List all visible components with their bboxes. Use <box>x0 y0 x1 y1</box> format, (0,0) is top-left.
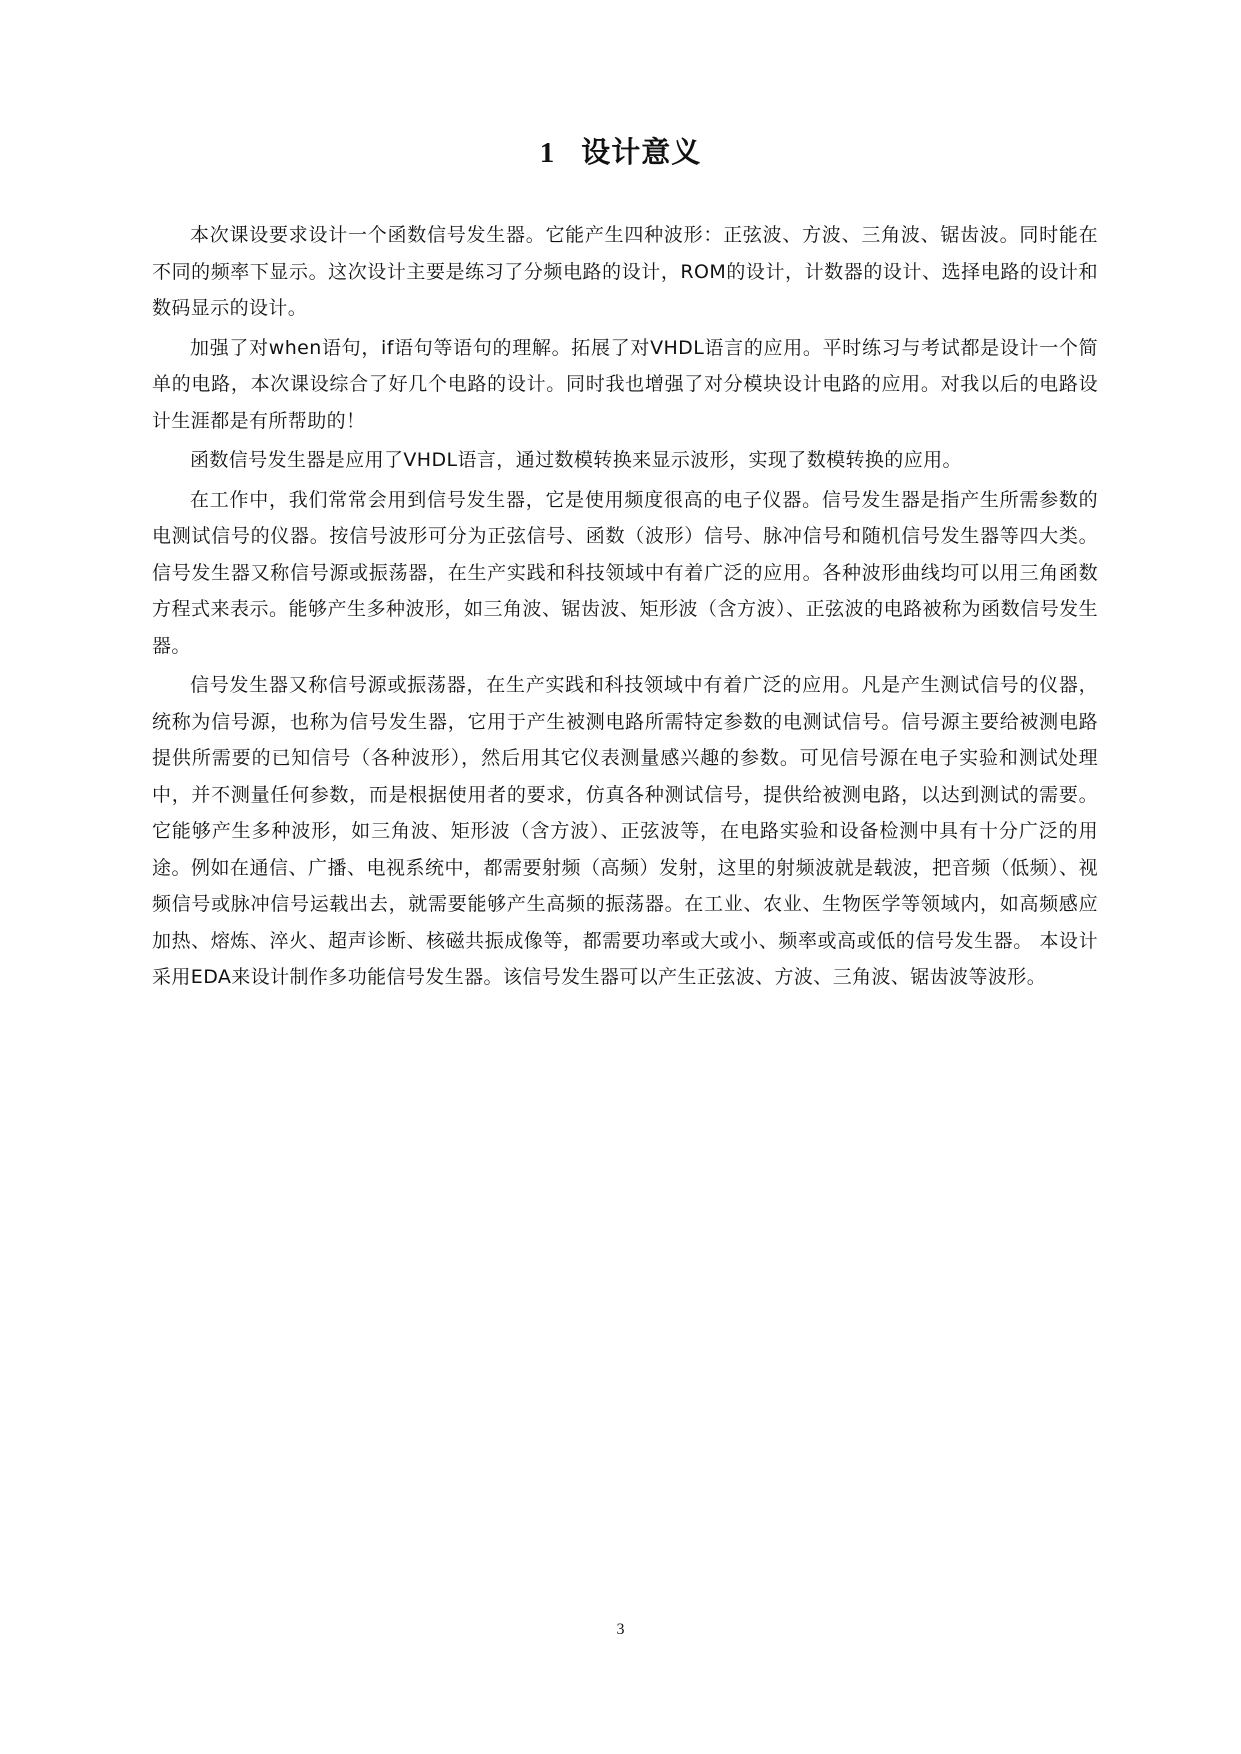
section-heading <box>0 132 1241 173</box>
paragraph-4: 在工作中，我们常常会用到信号发生器，它是使用频度很高的电子仪器。信号发生器是指产生所需参数的电测试信号的仪器。按信号波形可分为正弦信号、函数（波形）信号、脉冲信号和随机信号发生器等四大类。信号发生器又称信号源或振荡器，在生产实践和科技领域中有着广泛的应用。各种波形曲线均可以用三角函数方程式来表示。能够产生多种波形，如三角波、锯齿波、矩形波（含方波）、正弦波的电路被称为函数信号发生器。 <box>152 488 1098 657</box>
paragraph-2: 加强了对when语句，if语句等语句的理解。拓展了对VHDL语言的应用。平时练习与考试都是设计一个简单的电路，本次课设综合了好几个电路的设计。同时我也增强了对分模块设计电路的应用。对我以后的电路设计生涯都是有所帮助的！ <box>152 336 1098 432</box>
paragraph-5: 信号发生器又称信号源或振荡器，在生产实践和科技领域中有着广泛的应用。凡是产生测试信号的仪器，统称为信号源，也称为信号发生器，它用于产生被测电路所需特定参数的电测试信号。信号源主要给被测电路提供所需要的已知信号（各种波形），然后用其它仪表测量感兴趣的参数。可见信号源在电子实验和测试处理中，并不测量任何参数，而是根据使用者的要求，仿真各种测试信号，提供给被测电路，以达到测试的需要。它能够产生多种波形，如三角波、矩形波（含方波）、正弦波等，在电路实验和设备检测中具有十分广泛的用途。例如在通信、广播、电视系统中，都需要射频（高频）发射，这里的射频波就是载波，把音频（低频）、视频信号或脉冲信号运载出去，就需要能够产生高频的振荡器。在工业、农业、生物医学等领域内，如高频感应加热、熔炼、淬火、超声诊断、核磁共振成像等，都需要功率或大或小、频率或高或低的信号发生器。 本设计采用EDA来设计制作多功能信号发生器。该信号发生器可以产生正弦波、方波、三角波、锯齿波等波形。 <box>152 674 1098 988</box>
section-number: 1 <box>539 137 556 169</box>
section-title: 设计意义 <box>581 135 702 169</box>
paragraph-3: 函数信号发生器是应用了VHDL语言，通过数模转换来显示波形，实现了数模转换的应用。 <box>190 449 962 471</box>
paragraph-1: 本次课设要求设计一个函数信号发生器。它能产生四种波形：正弦波、方波、三角波、锯齿波。同时能在不同的频率下显示。这次设计主要是练习了分频电路的设计，ROM的设计，计数器的设计、选择电路的设计和数码显示的设计。 <box>152 224 1098 319</box>
page-number: 3 <box>616 1621 625 1638</box>
body-text <box>152 217 1098 999</box>
